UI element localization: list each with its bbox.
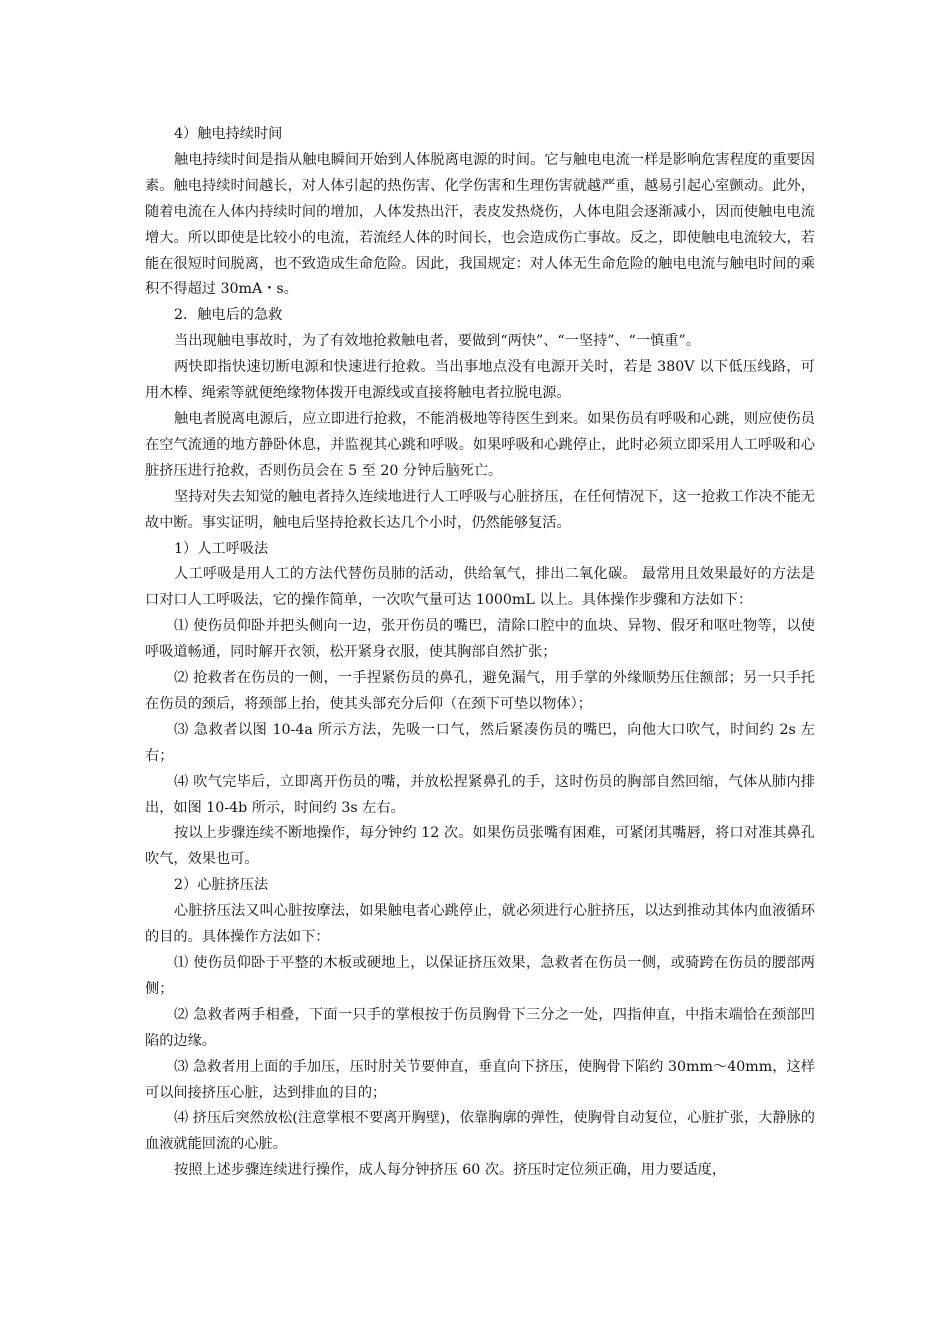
document-page <box>145 122 815 1184</box>
respiration-step-1: ⑴ 使伤员仰卧并把头侧向一边，张开伤员的嘴巴，清除口腔中的血块、异物、假牙和呕吐物等，以使呼吸道畅通，同时解开衣领，松开紧身衣服，使其胸部自然扩张； <box>145 618 815 661</box>
paragraph-respiration-intro: 人工呼吸是用人工的方法代替伤员肺的活动，供给氧气，排出二氧化碳。 最常用且效果最好的方法是口对口人工呼吸法，它的操作简单，一次吹气量可达 1000mL 以上。具体操作步骤和方法如下： <box>145 566 815 609</box>
compression-step-4: ⑷ 挤压后突然放松(注意掌根不要离开胸壁)，依靠胸廓的弹性，使胸骨自动复位，心脏扩张，大静脉的血液就能回流的心脏。 <box>145 1110 815 1153</box>
paragraph-duration: 触电持续时间是指从触电瞬间开始到人体脱离电源的时间。它与触电电流一样是影响危害程度的重要因素。触电持续时间越长，对人体引起的热伤害、化学伤害和生理伤害就越严重，越易引起心室颤动。此外，随着电流在人体内持续时间的增加，人体发热出汗，表皮发热烧伤，人体电阻会逐渐减小，因而使触电电流增大。所以即使是比较小的电流，若流经人体的时间长，也会造成伤亡事故。反之，即使触电电流较大，若能在很短时间脱离，也不致造成生命危险。因此，我国规定：对人体无生命危险的触电电流与触电时间的乘积不得超过 30mA・s。 <box>145 151 815 298</box>
respiration-step-4: ⑷ 吹气完毕后，立即离开伤员的嘴，并放松捏紧鼻孔的手，这时伤员的胸部自然回缩，气体从肺内排出，如图 10-4b 所示，时间约 3s 左右。 <box>145 773 815 816</box>
compression-step-2: ⑵ 急救者两手相叠，下面一只手的掌根按于伤员胸骨下三分之一处，四指伸直，中指末端恰在颈部凹陷的边缘。 <box>145 1006 815 1049</box>
section-heading-respiration: 1）人工呼吸法 <box>174 540 269 557</box>
compression-step-1: ⑴ 使伤员仰卧于平整的木板或硬地上，以保证挤压效果，急救者在伤员一侧，或骑跨在伤员的腰部两侧； <box>145 955 815 997</box>
compression-step-3: ⑶ 急救者用上面的手加压，压时肘关节要伸直，垂直向下挤压，使胸骨下陷约 30mm～40mm，这样可以间接挤压心脏，达到排血的目的； <box>145 1058 815 1101</box>
paragraph-compression-intro: 心脏挤压法又叫心脏按摩法，如果触电者心跳停止，就必须进行心脏挤压，以达到推动其体内血液循环的目的。具体操作方法如下： <box>145 903 815 946</box>
paragraph-principles: 当出现触电事故时，为了有效地抢救触电者，要做到“两快”、“一坚持”、“一慎重”。 <box>174 333 700 350</box>
section-heading-compression: 2）心脏挤压法 <box>174 877 269 894</box>
section-heading-first-aid: 2．触电后的急救 <box>174 307 283 324</box>
paragraph-respiration-rate: 按以上步骤连续不断地操作，每分钟约 12 次。如果伤员张嘴有困难，可紧闭其嘴唇，将口对准其鼻孔吹气，效果也可。 <box>145 825 815 868</box>
paragraph-persist: 坚持对失去知觉的触电者持久连续地进行人工呼吸与心脏挤压，在任何情况下，这一抢救工作决不能无故中断。事实证明，触电后坚持抢救长达几个小时，仍然能够复活。 <box>145 488 815 531</box>
paragraph-compression-rate: 按照上述步骤连续进行操作，成人每分钟挤压 60 次。挤压时定位须正确，用力要适度， <box>174 1162 727 1179</box>
respiration-step-2: ⑵ 抢救者在伤员的一侧，一手捏紧伤员的鼻孔，避免漏气，用手掌的外缘顺势压住额部；另一只手托在伤员的颈后，将颈部上抬，使其头部充分后仰（在颈下可垫以物体）； <box>145 670 815 712</box>
paragraph-two-fast: 两快即指快速切断电源和快速进行抢救。当出事地点没有电源开关时，若是 380V 以下低压线路，可用木棒、绳索等就便绝缘物体拨开电源线或直接将触电者拉脱电源。 <box>145 359 815 402</box>
section-heading-duration: 4）触电持续时间 <box>174 126 283 142</box>
paragraph-rescue: 触电者脱离电源后，应立即进行抢救，不能消极地等待医生到来。如果伤员有呼吸和心跳，则应使伤员在空气流通的地方静卧休息，并监视其心跳和呼吸。如果呼吸和心跳停止，此时必须立即采用人工呼吸和心脏挤压进行抢救，否则伤员会在 5 至 20 分钟后脑死亡。 <box>145 410 815 479</box>
respiration-step-3: ⑶ 急救者以图 10-4a 所示方法，先吸一口气，然后紧凑伤员的嘴巴，向他大口吹气，时间约 2s 左右； <box>145 721 815 764</box>
